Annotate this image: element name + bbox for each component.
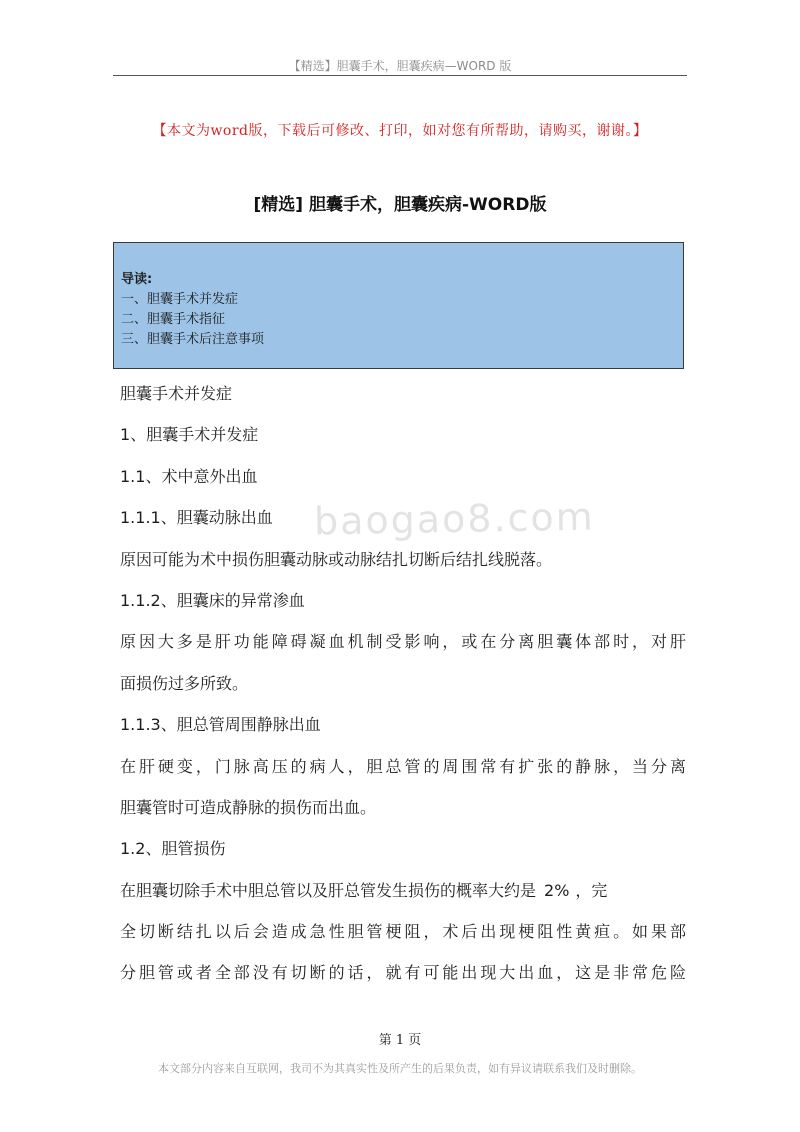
- paragraph-line: 胆囊管时可造成静脉的损伤而出血。: [120, 797, 377, 817]
- section-heading: 胆囊手术并发症: [120, 384, 233, 403]
- percentage-value: 2%: [544, 880, 570, 900]
- heading-text: 、胆囊动脉出血: [160, 508, 273, 528]
- heading-number: 1.1: [120, 466, 146, 486]
- guide-item: 三、胆囊手术后注意事项: [121, 332, 265, 347]
- heading-number: 1.2: [120, 839, 146, 859]
- document-title: [精选] 胆囊手术，胆囊疾病-WORD版: [253, 195, 547, 215]
- paragraph-line: 全切断结扎以后会造成急性胆管梗阻，术后出现梗阻性黄疸。如果部: [120, 922, 686, 942]
- heading-1-2: [120, 834, 686, 875]
- heading-1-1-2: [120, 586, 686, 627]
- heading-text: 、胆囊床的异常渗血: [160, 590, 305, 610]
- page-header: 【精选】胆囊手术，胆囊疾病—WORD 版: [288, 59, 512, 73]
- heading-number: 1.1.3: [120, 715, 161, 735]
- paragraph-line: 原因可能为术中损伤胆囊动脉或动脉结扎切断后结扎线脱落。: [120, 549, 553, 569]
- heading-number: 1.1.2: [120, 590, 161, 610]
- paragraph-text: ，完: [575, 880, 608, 900]
- heading-text: 、胆管损伤: [145, 839, 226, 859]
- paragraph-line: 面损伤过多所致。: [120, 673, 249, 693]
- heading-number: 1.1.1: [120, 508, 161, 528]
- paragraph-line: 原因大多是肝功能障碍凝血机制受影响，或在分离胆囊体部时，对肝: [120, 632, 686, 652]
- heading-text: 、胆囊手术并发症: [130, 425, 259, 445]
- guide-item: 一、胆囊手术并发症: [121, 292, 239, 307]
- purchase-notice: 【本文为word版，下载后可修改、打印，如对您有所帮助，请购买，谢谢。】: [152, 123, 648, 139]
- page-footer: 本文部分内容来自互联网，我司不为其真实性及所产生的后果负责，如有异议请联系我们及时删除。: [158, 1062, 642, 1075]
- heading-1-1-1: [120, 503, 686, 544]
- heading-text: 、术中意外出血: [145, 466, 258, 486]
- document-body: [120, 379, 686, 1000]
- paragraph-line: 分胆管或者全部没有切断的话，就有可能出现大出血，这是非常危险: [120, 963, 686, 983]
- guide-item: 二、胆囊手术指征: [121, 312, 226, 327]
- guide-title: 导读:: [121, 272, 153, 287]
- heading-1: [120, 420, 686, 461]
- heading-1-1: [120, 462, 686, 503]
- paragraph-line: 在肝硬变，门脉高压的病人，胆总管的周围常有扩张的静脉，当分离: [120, 756, 686, 776]
- heading-number: 1: [120, 425, 131, 445]
- paragraph-line: [120, 876, 686, 917]
- page-number: 第 1 页: [378, 1033, 422, 1048]
- heading-text: 、胆总管周围静脉出血: [160, 715, 321, 735]
- heading-1-1-3: [120, 710, 686, 751]
- header-divider: [113, 75, 687, 76]
- watermark: baogao8.com: [313, 494, 596, 544]
- paragraph-text: 在胆囊切除手术中胆总管以及肝总管发生损伤的概率大约是: [120, 880, 537, 900]
- reading-guide-box: [113, 242, 684, 369]
